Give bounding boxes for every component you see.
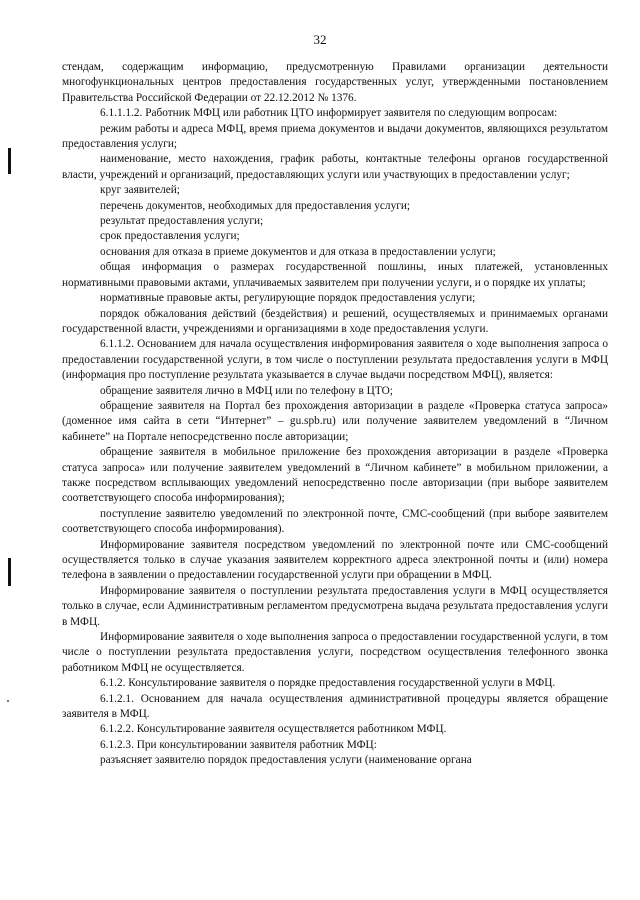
paragraph: порядок обжалования действий (бездействия) и решений, осуществляемых и принимаемых органами государственной власти, учреждениями и организациями в ходе предоставления услуги. <box>62 307 608 335</box>
paragraph: обращение заявителя в мобильное приложение без прохождения авторизации в разделе «Проверка статуса запроса» или получение заявителем уведомлений в “Личном кабинете” в мобильном приложении, а также посредством всплывающих уведомлений непосредственно после авторизации (при выборе заявителем соответствующего способа информирования); <box>62 446 608 505</box>
paragraph: основания для отказа в приеме документов и для отказа в предоставлении услуги; <box>100 245 496 258</box>
paragraph: Информирование заявителя о поступлении результата предоставления услуги в МФЦ осуществляется только в случае, если Административным регламентом предусмотрена выдача результата предоставления услуги в МФЦ. <box>62 584 608 628</box>
margin-mark <box>7 700 9 702</box>
paragraph: режим работы и адреса МФЦ, время приема документов и выдачи документов, являющихся результатом предоставления услуги; <box>62 122 608 151</box>
paragraph: круг заявителей; <box>100 184 180 197</box>
margin-change-bar <box>8 558 11 586</box>
paragraph: 6.1.2.3. При консультировании заявителя работник МФЦ: <box>100 738 377 751</box>
paragraph: поступление заявителю уведомлений по электронной почте, СМС-сообщений (при выборе заявителем соответствующего способа информирования). <box>62 507 608 536</box>
paragraph: 6.1.2. Консультирование заявителя о порядке предоставления государственной услуги в МФЦ. <box>100 677 556 690</box>
page-number: 32 <box>313 32 327 47</box>
paragraph: 6.1.1.2. Основанием для начала осуществления информирования заявителя о ходе выполнения запроса о предоставлении государственной услуги, в том числе о поступлении результата предоставления услуги в МФЦ (информация про поступление результата указывается в случае выдачи посредством МФЦ), является: <box>62 338 608 382</box>
paragraph: Информирование заявителя о ходе выполнения запроса о предоставлении государственной услуги, в том числе о поступлении результата предоставления услуги, посредством осуществления телефонного звонка работником МФЦ не осуществляется. <box>62 631 608 674</box>
paragraph: результат предоставления услуги; <box>100 215 264 228</box>
paragraph: 6.1.2.1. Основанием для начала осуществления административной процедуры является обращение заявителя в МФЦ. <box>62 692 608 721</box>
paragraph: срок предоставления услуги; <box>100 230 240 243</box>
paragraph: обращение заявителя лично в МФЦ или по телефону в ЦТО; <box>100 384 393 397</box>
paragraph: разъясняет заявителю порядок предоставления услуги (наименование органа <box>100 754 472 767</box>
paragraph: 6.1.1.1.2. Работник МФЦ или работник ЦТО информирует заявителя по следующим вопросам: <box>100 107 558 120</box>
paragraph: обращение заявителя на Портал без прохождения авторизации в разделе «Проверка статуса запроса» (доменное имя сайта в сети “Интернет” – gu.spb.ru) или получение заявителем уведомлений в “Личном кабинете” на Портале непосредственно после авторизации; <box>62 399 608 443</box>
paragraph: общая информация о размерах государственной пошлины, иных платежей, установленных нормативными правовыми актами, уплачиваемых заявителем при получении услуги, и о порядке их уплаты; <box>62 261 608 289</box>
paragraph: нормативные правовые акты, регулирующие порядок предоставления услуги; <box>100 292 476 305</box>
paragraph: перечень документов, необходимых для предоставления услуги; <box>100 199 411 212</box>
margin-change-bar <box>8 148 11 174</box>
paragraph: 6.1.2.2. Консультирование заявителя осуществляется работником МФЦ. <box>100 723 447 736</box>
paragraph: Информирование заявителя посредством уведомлений по электронной почте или СМС-сообщений осуществляется только в случае указания заявителем корректного адреса электронной почты и (или) номера телефона в заявлении о предоставлении государственной услуги при обращении в МФЦ. <box>62 538 608 582</box>
paragraph: наименование, место нахождения, график работы, контактные телефоны органов государственной власти, учреждений и организаций, предоставляющих услуги или участвующих в предоставлении услуг; <box>62 153 608 181</box>
paragraph: стендам, содержащим информацию, предусмотренную Правилами организации деятельности многофункциональных центров предоставления государственных услуг, утвержденными постановлением Правительства Российской Федерации от 22.12.2012 № 1376. <box>62 61 608 104</box>
document-body <box>62 60 608 769</box>
